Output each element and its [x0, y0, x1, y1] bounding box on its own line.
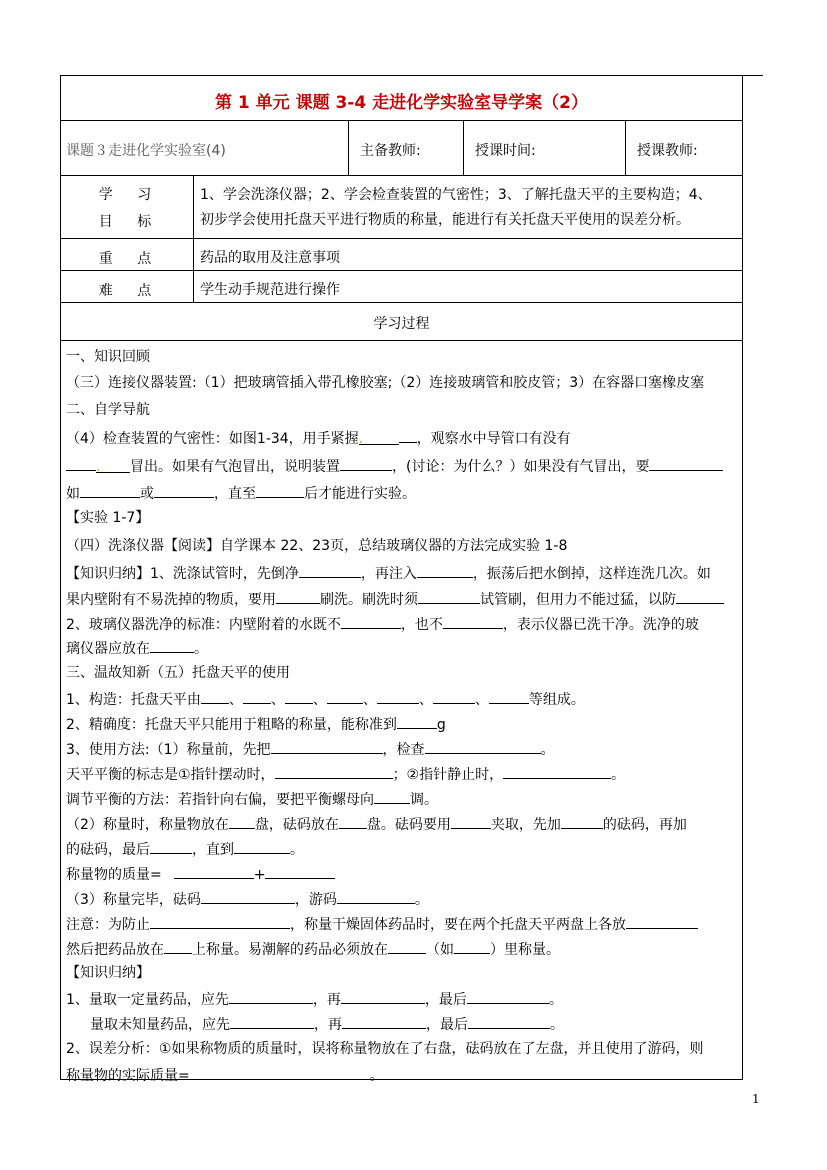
goals-label-2: 目 标	[98, 214, 162, 230]
process-title: 学习过程	[373, 316, 430, 332]
text-line: 【知识归纳】1、洗涤试管时，先倒净 ，再注入 ，振荡后把水倒掉，这样连洗几次。如	[66, 563, 711, 583]
text-line: 量取未知量药品，应先 ，再 ，最后 。	[90, 1014, 564, 1034]
col-divider	[463, 120, 464, 175]
page-title: 第 1 单元 课题 3-4 走进化学实验室导学案（2）	[215, 93, 588, 113]
text-line: 称量物的质量= +	[66, 864, 335, 884]
page-number: 1	[752, 1092, 760, 1106]
text-line: 3、使用方法:（1）称量前，先把 ，检查 。	[66, 739, 555, 759]
text-line: 果内壁附有不易洗掉的物质，要用 刷洗。刷洗时须 试管刷，但用力不能过猛，以防	[66, 589, 724, 609]
text-line: 【实验 1-7】	[66, 510, 150, 526]
text-line: 1、量取一定量药品，应先 ，再 ，最后 。	[66, 989, 563, 1009]
text-line: 璃仪器应放在 。	[66, 638, 208, 658]
text-line: 如 或 ，直至 后才能进行实验。	[66, 483, 416, 503]
goals-line-2: 初步学会使用托盘天平进行物质的称量，能进行有关托盘天平使用的误差分析。	[200, 212, 690, 228]
col-divider	[348, 120, 349, 175]
row-divider	[60, 302, 743, 303]
row-divider	[60, 120, 743, 121]
text-line: 注意：为防止 ，称量干燥固体药品时，要在两个托盘天平两盘上各放	[66, 914, 698, 934]
teacher-label: 授课教师:	[637, 143, 698, 159]
text-line: 1、构造：托盘天平由 、 、 、 、 、 、 等组成。	[66, 689, 585, 709]
main-teacher-label: 主备教师:	[360, 143, 421, 159]
lesson-label: 课题３走进化学实验室(4)	[66, 143, 226, 159]
class-time-label: 授课时间:	[475, 143, 536, 159]
row-divider	[60, 270, 743, 271]
text-line: 三、温故知新（五）托盘天平的使用	[66, 665, 290, 681]
difficulty-label: 难 点	[98, 283, 162, 299]
text-line: 2、误差分析：①如果称物质的质量时，误将称量物放在了右盘，砝码放在了左盘，并且使用了游码，则	[66, 1041, 704, 1057]
text-line: 【知识归纳】	[66, 965, 150, 981]
key-text: 药品的取用及注意事项	[200, 250, 340, 266]
text-line: （三）连接仪器装置:（1）把玻璃管插入带孔橡胶塞;（2）连接玻璃管和胶皮管；3）在容器口塞橡皮塞	[66, 375, 705, 391]
goals-label-1: 学 习	[98, 187, 162, 203]
col-divider	[625, 120, 626, 175]
row-divider	[60, 340, 743, 341]
goals-line-1: 1、学会洗涤仪器；2、学会检查装置的气密性；3、了解托盘天平的主要构造；4、	[200, 187, 712, 203]
text-line: . 冒出。如果有气泡冒出，说明装置 ，(讨论：为什么？）如果没有气冒出，要	[66, 456, 723, 476]
difficulty-text: 学生动手规范进行操作	[200, 282, 340, 298]
text-line: 然后把药品放在 上称量。易潮解的药品必须放在 （如 ）里称量。	[66, 939, 560, 959]
text-line: 2、玻璃仪器洗净的标准：内壁附着的水既不 ，也不 ，表示仪器已洗干净。洗净的玻	[66, 614, 699, 634]
text-line: （4）检查装置的气密性：如图1-34，用手紧握. ，观察水中导管口有没有	[66, 428, 571, 448]
text-line: 的砝码，最后 ，直到 。	[66, 839, 304, 859]
text-line: （3）称量完毕，砝码 ，游码 。	[66, 889, 429, 909]
text-line: 称量物的实际质量= 。	[66, 1065, 384, 1085]
text-line: 一、知识回顾	[66, 349, 150, 365]
key-label: 重 点	[98, 251, 162, 267]
text-line: （2）称量时，称量物放在 盘，砝码放在 盘。砝码要用 夹取，先加 的砝码，再加	[66, 814, 687, 834]
text-line: 2、精确度：托盘天平只能用于粗略的称量，能称准到 g	[66, 714, 446, 734]
text-line: （四）洗涤仪器【阅读】自学课本 22、23页，总结玻璃仪器的方法完成实验 1-8	[66, 538, 568, 554]
text-line: 天平平衡的标志是①指针摆动时， ；②指针静止时， 。	[66, 764, 625, 784]
row-divider	[60, 238, 743, 239]
text-line: 调节平衡的方法：若指针向右偏，要把平衡螺母向 调。	[66, 789, 438, 809]
text-line: 二、自学导航	[66, 402, 150, 418]
row-divider	[60, 175, 743, 176]
